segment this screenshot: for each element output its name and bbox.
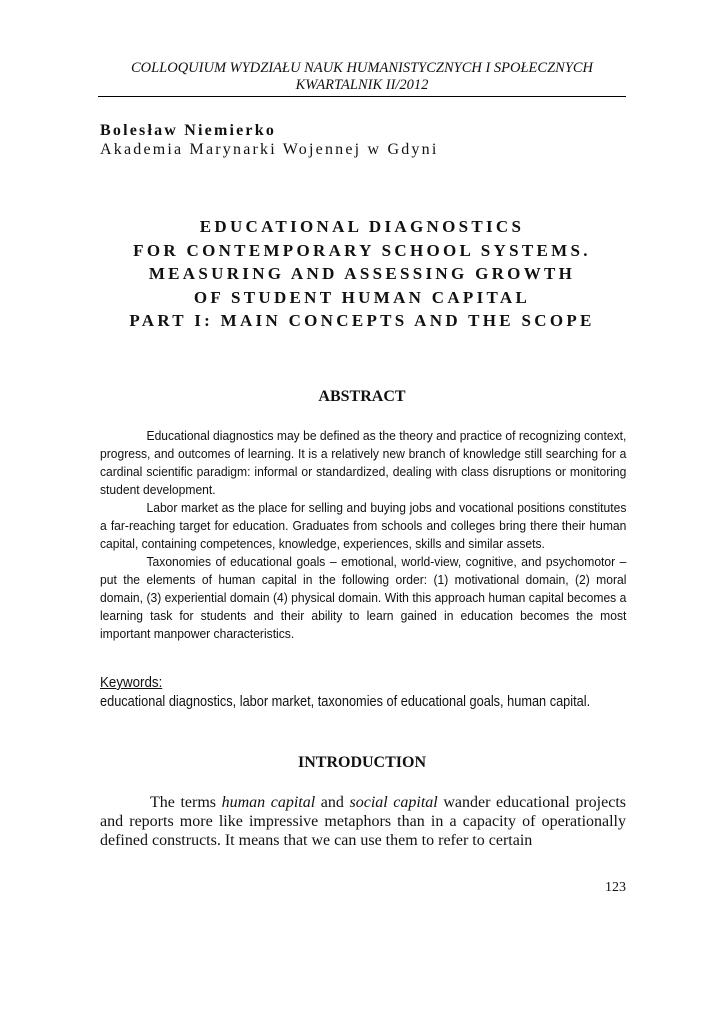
running-header-journal: COLLOQUIUM WYDZIAŁU NAUK HUMANISTYCZNYCH I SPOŁECZNYCH — [130, 60, 594, 76]
keywords-label: Keywords: — [100, 675, 163, 691]
term-social-capital: social capital — [349, 794, 438, 811]
term-human-capital: human capital — [221, 794, 316, 811]
intro-text: and — [315, 794, 350, 811]
page-number: 123 — [605, 880, 626, 895]
running-header-issue: KWARTALNIK II/2012 — [295, 77, 429, 93]
abstract-paragraph: Educational diagnostics may be defined as the theory and practice of recognizing context, progress, and outcomes of learning. It is a relatively new branch of knowledge still searching for a cardinal scientific paradigm: informal or standardized, dealing with class disruptions or monitoring student development. — [100, 428, 627, 497]
intro-text: wander educational projects and reports more like impressive metaphors than in a capacity of operationally defined constructs. It means that we can use them to refer to certain — [100, 794, 627, 849]
header-divider — [98, 96, 626, 97]
introduction-body — [100, 793, 626, 850]
abstract-heading: ABSTRACT — [318, 388, 406, 405]
abstract-paragraph: Labor market as the place for selling and buying jobs and vocational positions constitutes a far-reaching target for education. Graduates from schools and colleges bring there their human capital, containing competences, knowledge, experiences, skills and similar assets. — [100, 500, 627, 551]
abstract-paragraph: Taxonomies of educational goals – emotional, world-view, cognitive, and psychomotor – put the elements of human capital in the following order: (1) motivational domain, (2) moral domain, (3) experiential domain (4) physical domain. With this approach human capital becomes a learning task for students and their ability to learn gained in education becomes the most important manpower characteristics. — [100, 554, 627, 641]
keywords-text: educational diagnostics, labor market, taxonomies of educational goals, human capital. — [100, 694, 591, 710]
author-affiliation: Akademia Marynarki Wojennej w Gdyni — [100, 141, 439, 158]
author-name: Bolesław Niemierko — [100, 122, 277, 139]
introduction-heading: INTRODUCTION — [297, 754, 426, 771]
running-header — [98, 60, 626, 94]
paper-title — [98, 215, 626, 333]
title-line: OF STUDENT HUMAN CAPITAL — [193, 287, 531, 307]
title-line: EDUCATIONAL DIAGNOSTICS — [199, 217, 525, 236]
title-line: FOR CONTEMPORARY SCHOOL SYSTEMS. — [133, 240, 591, 260]
abstract-body — [100, 427, 626, 643]
introduction-paragraph — [100, 793, 626, 850]
title-line: PART I: MAIN CONCEPTS AND THE SCOPE — [129, 311, 595, 330]
intro-text: The terms — [150, 794, 222, 811]
title-line: MEASURING AND ASSESSING GROWTH — [148, 264, 576, 283]
